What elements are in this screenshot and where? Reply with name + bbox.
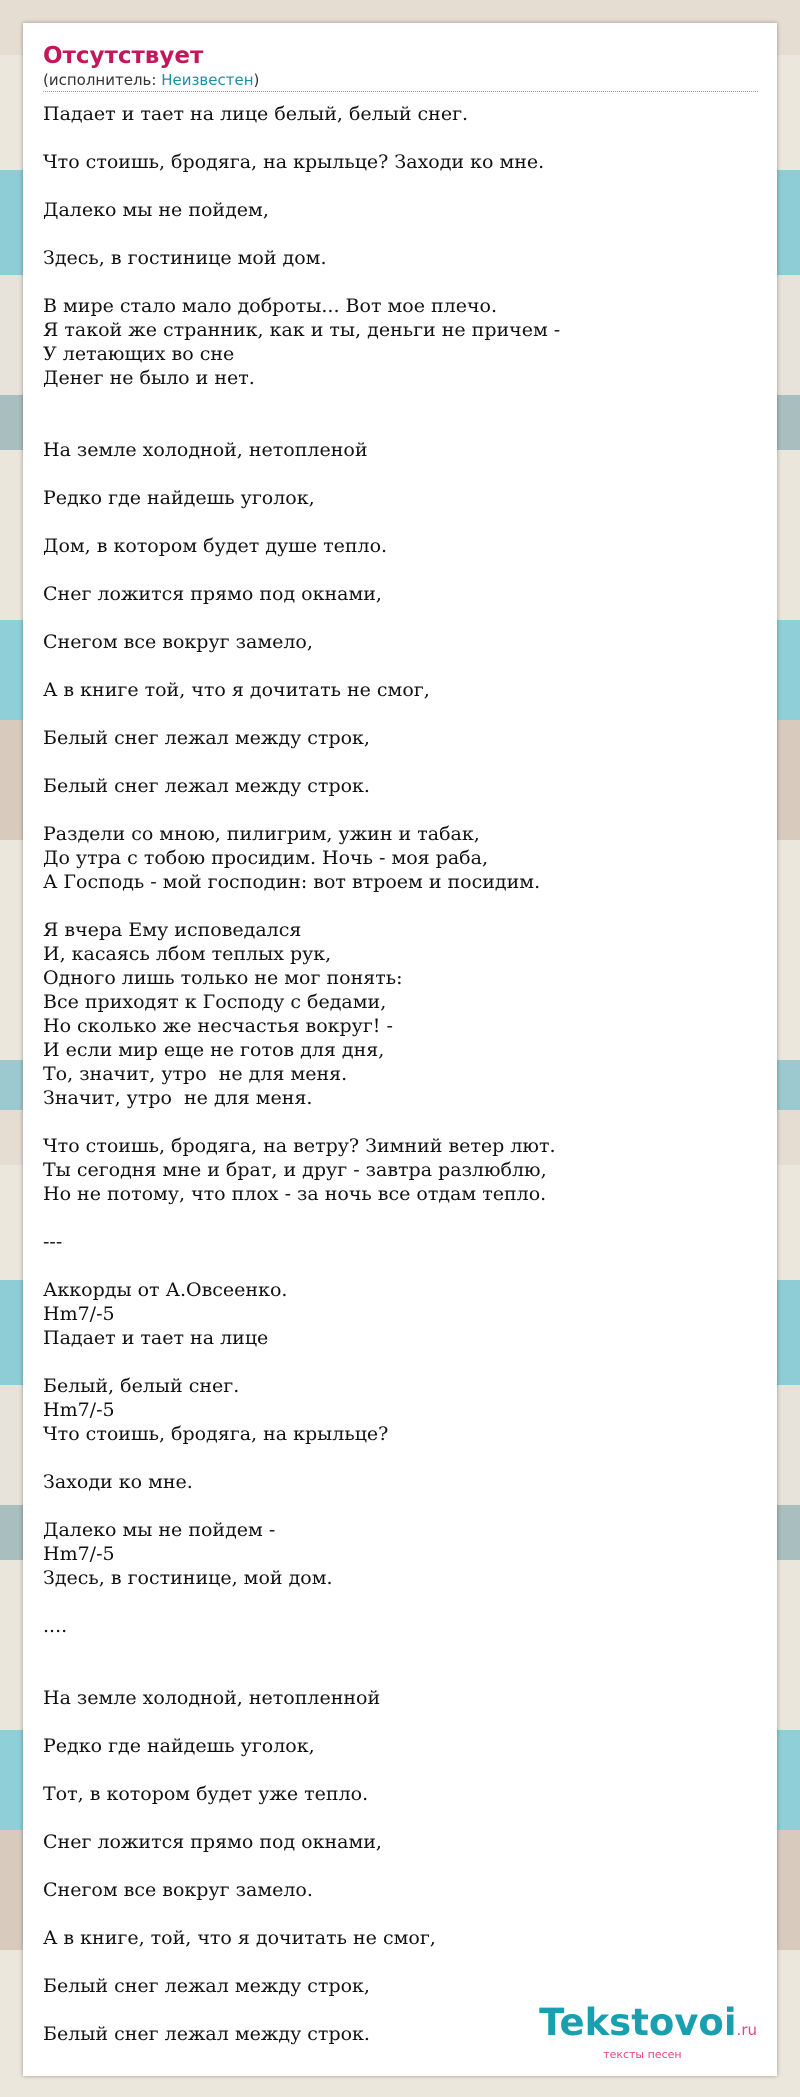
lyric-line: Значит, утро не для меня.: [43, 1087, 313, 1109]
logo-tagline: тексты песен: [603, 2048, 682, 2061]
lyric-line: Здесь, в гостинице мой дом.: [43, 247, 327, 269]
lyric-line: [43, 1662, 757, 1686]
lyric-line: У летающих во сне: [43, 343, 235, 365]
artist-prefix: (исполнитель:: [43, 71, 162, 89]
lyric-line: [43, 1350, 757, 1374]
lyric-line: Заходи ко мне.: [43, 1471, 193, 1493]
lyric-line: Здесь, в гостинице, мой дом.: [43, 1567, 333, 1589]
lyric-line: И если мир еще не готов для дня,: [43, 1039, 385, 1061]
lyric-line: [43, 798, 757, 822]
lyric-line: Что стоишь, бродяга, на ветру? Зимний ветер лют.: [43, 1135, 556, 1157]
lyric-line: [43, 558, 757, 582]
lyric-line: [43, 126, 757, 150]
lyric-line: Тот, в котором будет уже тепло.: [43, 1783, 369, 1805]
lyric-line: ....: [43, 1615, 68, 1637]
lyric-line: Падает и тает на лице белый, белый снег.: [43, 103, 469, 125]
lyric-line: Снегом все вокруг замело,: [43, 631, 313, 653]
lyric-line: [43, 1494, 757, 1518]
lyric-line: [43, 1590, 757, 1614]
lyrics-card: [23, 23, 777, 2076]
lyric-line: На земле холодной, нетопленой: [43, 439, 368, 461]
lyric-line: [43, 510, 757, 534]
lyric-line: А в книге, той, что я дочитать не смог,: [43, 1927, 436, 1949]
lyric-line: [43, 606, 757, 630]
lyric-line: Hm7/-5: [43, 1399, 115, 1421]
lyric-line: Белый, белый снег.: [43, 1375, 240, 1397]
site-logo[interactable]: [539, 2001, 757, 2061]
lyric-line: Hm7/-5: [43, 1543, 115, 1565]
lyric-line: Hm7/-5: [43, 1303, 115, 1325]
artist-line: [43, 71, 758, 92]
lyric-line: В мире стало мало доброты... Вот мое плечо.: [43, 295, 498, 317]
lyric-line: [43, 1806, 757, 1830]
lyric-line: То, значит, утро не для меня.: [43, 1063, 348, 1085]
lyric-line: Денег не было и нет.: [43, 367, 255, 389]
lyrics-body: [43, 102, 757, 2046]
song-title: Отсутствует: [43, 43, 204, 69]
lyric-line: [43, 390, 757, 414]
lyric-line: [43, 462, 757, 486]
lyric-line: [43, 222, 757, 246]
lyric-line: Дом, в котором будет душе тепло.: [43, 535, 388, 557]
lyric-line: [43, 1254, 757, 1278]
lyric-line: Белый снег лежал между строк,: [43, 1975, 370, 1997]
lyric-line: Белый снег лежал между строк,: [43, 727, 370, 749]
artist-link[interactable]: Неизвестен: [161, 71, 254, 89]
lyric-line: Одного лишь только не мог понять:: [43, 967, 403, 989]
lyric-line: [43, 1110, 757, 1134]
lyric-line: [43, 1206, 757, 1230]
lyric-line: А Господь - мой господин: вот втроем и посидим.: [43, 871, 541, 893]
lyric-line: [43, 270, 757, 294]
lyric-line: Снег ложится прямо под окнами,: [43, 583, 382, 605]
lyric-line: Но сколько же несчастья вокруг! -: [43, 1015, 393, 1037]
lyric-line: Я вчера Ему исповедался: [43, 919, 302, 941]
lyric-line: [43, 1758, 757, 1782]
lyric-line: [43, 1446, 757, 1470]
lyric-line: Что стоишь, бродяга, на крыльце? Заходи ко мне.: [43, 151, 545, 173]
lyric-line: Далеко мы не пойдем -: [43, 1519, 276, 1541]
lyric-line: [43, 1638, 757, 1662]
lyric-line: [43, 894, 757, 918]
logo-main-text: Tekstovoi: [539, 2001, 737, 2044]
lyric-line: Далеко мы не пойдем,: [43, 199, 269, 221]
lyric-line: [43, 174, 757, 198]
logo-wordmark: [539, 2001, 757, 2049]
artist-suffix: ): [253, 71, 260, 89]
lyric-line: Я такой же странник, как и ты, деньги не причем -: [43, 319, 561, 341]
lyric-line: И, касаясь лбом теплых рук,: [43, 943, 332, 965]
lyric-line: Редко где найдешь уголок,: [43, 487, 315, 509]
lyric-line: А в книге той, что я дочитать не смог,: [43, 679, 430, 701]
lyric-line: [43, 1902, 757, 1926]
lyric-line: Раздели со мною, пилигрим, ужин и табак,: [43, 823, 480, 845]
lyric-line: На земле холодной, нетопленной: [43, 1687, 381, 1709]
lyric-line: Но не потому, что плох - за ночь все отдам тепло.: [43, 1183, 547, 1205]
lyric-line: [43, 702, 757, 726]
lyric-line: Аккорды от А.Овсеенко.: [43, 1279, 288, 1301]
lyric-line: Белый снег лежал между строк.: [43, 775, 370, 797]
lyric-line: ---: [43, 1231, 63, 1253]
lyric-line: Редко где найдешь уголок,: [43, 1735, 315, 1757]
lyric-line: [43, 1854, 757, 1878]
lyric-line: Ты сегодня мне и брат, и друг - завтра разлюблю,: [43, 1159, 547, 1181]
lyric-line: [43, 654, 757, 678]
lyric-line: До утра с тобою просидим. Ночь - моя раба,: [43, 847, 488, 869]
lyric-line: Белый снег лежал между строк.: [43, 2023, 370, 2045]
lyric-line: Все приходят к Господу с бедами,: [43, 991, 387, 1013]
lyric-line: [43, 1710, 757, 1734]
lyric-line: Снег ложится прямо под окнами,: [43, 1831, 382, 1853]
lyric-line: Что стоишь, бродяга, на крыльце?: [43, 1423, 389, 1445]
lyric-line: [43, 1950, 757, 1974]
lyric-line: [43, 750, 757, 774]
logo-tld: .ru: [736, 2021, 757, 2039]
lyric-line: Снегом все вокруг замело.: [43, 1879, 313, 1901]
lyric-line: Падает и тает на лице: [43, 1327, 269, 1349]
lyric-line: [43, 414, 757, 438]
